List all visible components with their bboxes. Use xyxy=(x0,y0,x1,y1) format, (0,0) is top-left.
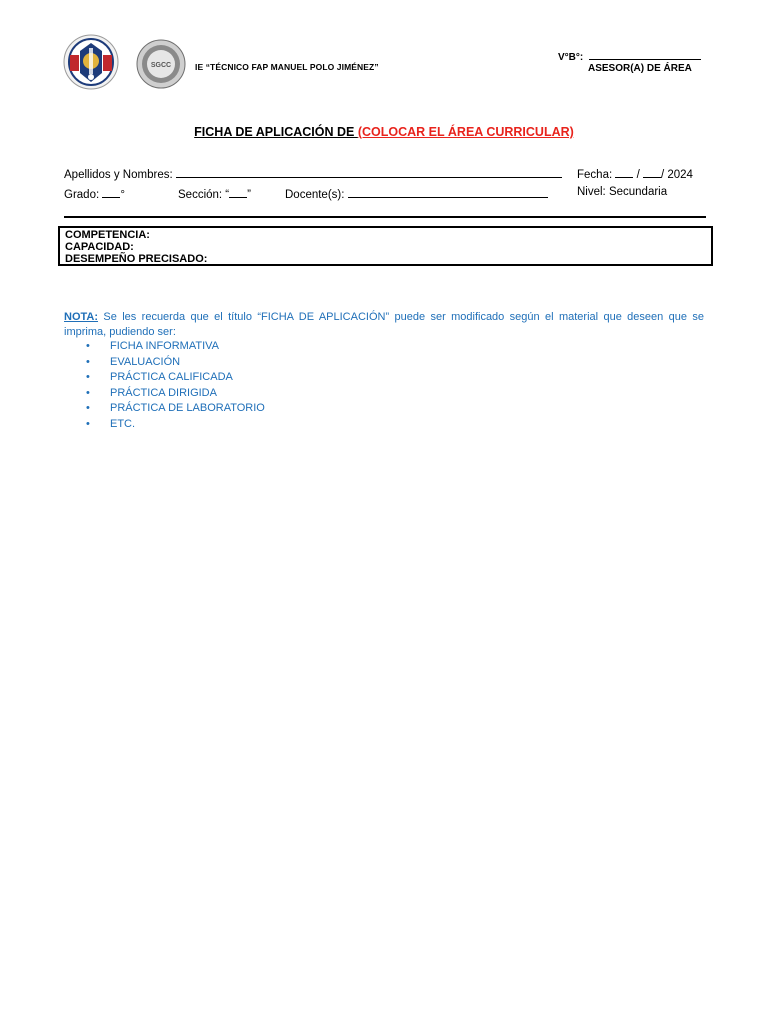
vb-signature-line xyxy=(558,50,701,63)
list-item-label: EVALUACIÓN xyxy=(110,355,181,368)
seccion-field[interactable] xyxy=(229,186,247,198)
grado-field[interactable] xyxy=(102,186,120,198)
divider xyxy=(64,216,706,218)
grado-label: Grado: xyxy=(64,189,100,201)
nivel-label: Nivel: Secundaria xyxy=(577,186,668,198)
docente-row xyxy=(285,186,548,201)
capacidad-label: CAPACIDAD: xyxy=(65,241,134,253)
note-label: NOTA: xyxy=(64,311,99,323)
note-text: Se les recuerda que el título “FICHA DE APLICACIÓN” puede ser modificado según el material que deseen que se imprima, pudiendo ser: xyxy=(64,311,704,338)
bullet-icon: • xyxy=(86,386,90,399)
title-area: (COLOCAR EL ÁREA CURRICULAR) xyxy=(357,125,574,139)
list-item xyxy=(86,355,265,371)
bullet-icon: • xyxy=(86,417,90,430)
fecha-year: / 2024 xyxy=(660,169,693,181)
vb-label: V°B°: xyxy=(558,52,584,63)
sgcc-seal-text: SGCC xyxy=(150,62,172,69)
title-prefix: FICHA DE APLICACIÓN DE xyxy=(194,125,358,139)
grado-suffix: ° xyxy=(120,189,125,201)
docente-label: Docente(s): xyxy=(285,189,345,201)
list-item-label: PRÁCTICA CALIFICADA xyxy=(110,371,233,383)
seccion-row xyxy=(178,186,251,201)
seccion-suffix: ” xyxy=(247,189,251,201)
note-list xyxy=(86,339,265,432)
list-item xyxy=(86,417,265,433)
apellidos-field[interactable] xyxy=(176,166,562,178)
fecha-day-field[interactable] xyxy=(615,166,633,178)
sgcc-seal-icon xyxy=(136,39,186,89)
list-item xyxy=(86,370,265,386)
desempeno-label: DESEMPEÑO PRECISADO: xyxy=(65,253,208,265)
grado-row xyxy=(64,186,125,201)
seccion-label: Sección: “ xyxy=(178,189,230,201)
bullet-icon: • xyxy=(86,371,90,383)
bullet-icon: • xyxy=(86,340,90,352)
list-item-label: ETC. xyxy=(110,417,136,430)
page-title xyxy=(0,125,768,139)
fecha-label: Fecha: xyxy=(577,169,613,181)
note-paragraph xyxy=(64,310,704,339)
apellidos-label: Apellidos y Nombres: xyxy=(64,169,173,181)
fecha-row xyxy=(577,166,693,181)
vb-blank xyxy=(589,50,701,60)
bullet-icon: • xyxy=(86,355,90,368)
list-item xyxy=(86,386,265,402)
list-item-label: FICHA INFORMATIVA xyxy=(110,340,219,352)
list-item xyxy=(86,401,265,417)
school-crest-icon xyxy=(62,33,120,91)
docente-field[interactable] xyxy=(348,186,548,198)
school-name: IE “TÉCNICO FAP MANUEL POLO JIMÉNEZ” xyxy=(195,62,379,72)
competencia-label: COMPETENCIA: xyxy=(65,229,150,241)
competencia-box xyxy=(58,226,713,266)
list-item-label: PRÁCTICA DIRIGIDA xyxy=(110,386,217,399)
fecha-sep: / xyxy=(636,169,640,181)
list-item xyxy=(86,339,265,355)
list-item-label: PRÁCTICA DE LABORATORIO xyxy=(110,402,265,414)
bullet-icon: • xyxy=(86,402,90,414)
fecha-month-field[interactable] xyxy=(643,166,661,178)
apellidos-row xyxy=(64,166,562,181)
asesor-label: ASESOR(A) DE ÁREA xyxy=(588,63,692,74)
